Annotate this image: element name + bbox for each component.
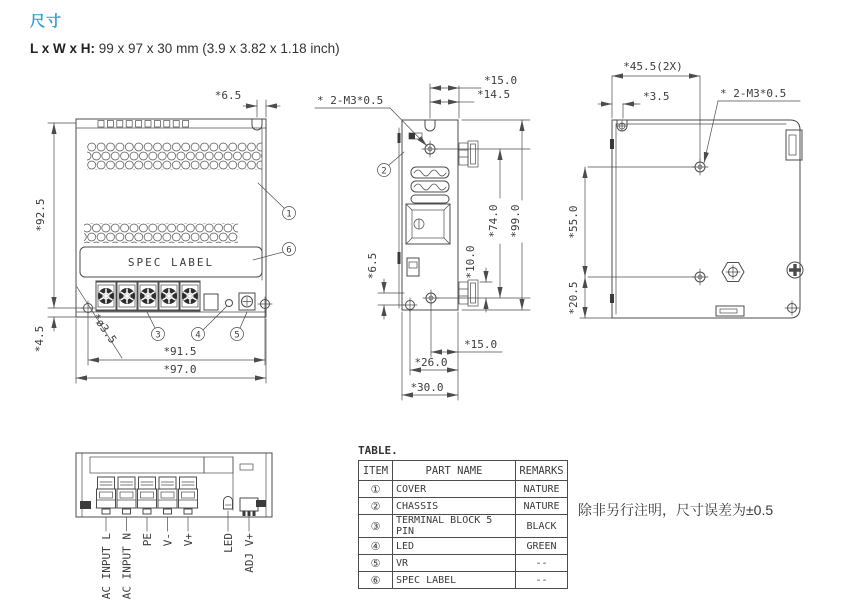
item-number: ①: [359, 481, 393, 498]
callout-cover: [258, 183, 296, 220]
rear-screw-bottom: [692, 269, 708, 285]
dim-height-side-label: *99.0: [509, 204, 522, 238]
dim-width-label: *97.0: [163, 363, 197, 376]
hex-boss-screw: [722, 263, 744, 282]
dim-bottom3-label: *30.0: [410, 381, 444, 394]
screw-spec-label-rear: * 2-M3*0.5: [720, 87, 787, 100]
spec-label-text: SPEC LABEL: [127, 256, 215, 269]
cover-top-slots: [98, 121, 189, 128]
mounting-hole-right: [258, 297, 272, 311]
dim-height-label: *92.5: [34, 198, 47, 232]
dim-rear-screw-pitch-label: *55.0: [567, 205, 580, 239]
side-component: [407, 258, 419, 276]
phillips-screw: [787, 262, 803, 278]
side-view: [315, 74, 530, 400]
dimension-summary-value: 99 x 97 x 30 mm (3.9 x 3.82 x 1.18 inch): [95, 41, 340, 56]
page-title: 尺寸: [30, 13, 63, 30]
chassis-notch: [425, 120, 435, 131]
dim-top-offset-label: *6.5: [214, 89, 242, 102]
led-bottom: [224, 497, 233, 510]
svg-text:2: 2: [381, 166, 387, 177]
part-name: LED: [393, 538, 516, 555]
dim-rear-top1-label: *45.5(2X): [623, 60, 683, 73]
part-remarks: GREEN: [516, 538, 568, 555]
dim-side-label: *6.5: [366, 252, 379, 280]
callout-vr: [231, 312, 248, 341]
terminal-label-v-minus: V-: [161, 533, 175, 547]
terminal-label-adj: ADJ V+: [243, 533, 256, 573]
front-view: [33, 89, 296, 383]
table-row: [359, 555, 568, 572]
vent-holes-top: [87, 143, 262, 171]
fuse-window: [204, 294, 218, 310]
led-indicator: [226, 300, 233, 307]
vent-holes-bottom: [84, 223, 238, 243]
dim-hole-pitch-label: *91.5: [163, 345, 197, 358]
dimension-summary-label: L x W x H:: [30, 41, 96, 56]
adj-connector: [240, 498, 258, 516]
transformer: [406, 204, 450, 244]
terminal-block-side-bottom: [459, 280, 478, 306]
dim-hole-label: *ø3.5: [89, 311, 120, 346]
col-header-item: ITEM: [359, 461, 393, 481]
rear-view: [567, 60, 803, 318]
terminal-label-ac-l: AC INPUT L: [100, 533, 113, 600]
svg-text:5: 5: [234, 330, 240, 341]
terminal-block-side-top: [459, 141, 478, 167]
table-row: [359, 515, 568, 538]
part-name: COVER: [393, 481, 516, 498]
dim-foot-label: *4.5: [33, 325, 46, 353]
col-header-remarks: REMARKS: [516, 461, 568, 481]
terminal-label-pe: PE: [141, 533, 154, 547]
part-name: TERMINAL BLOCK 5 PIN: [393, 515, 516, 538]
dim-top2-label: *14.5: [477, 88, 511, 101]
svg-text:1: 1: [286, 209, 292, 220]
vr-potentiometer: [239, 293, 255, 310]
item-number: ②: [359, 498, 393, 515]
callout-spec-label: [253, 243, 296, 261]
table-caption: TABLE.: [358, 444, 398, 457]
part-remarks: NATURE: [516, 498, 568, 515]
terminal-label-led: LED: [222, 533, 235, 553]
small-hole: [785, 301, 799, 315]
table-row: [359, 572, 568, 589]
vent-slots-side: [411, 167, 449, 203]
table-row: [359, 498, 568, 515]
item-number: ⑥: [359, 572, 393, 589]
callout-terminal-block: [147, 312, 165, 341]
screw-spec-label-side: * 2-M3*0.5: [317, 94, 384, 107]
dim-rear-bottom-offset-label: *20.5: [567, 281, 580, 315]
part-remarks: BLACK: [516, 515, 568, 538]
col-header-part-name: PART NAME: [393, 461, 516, 481]
dim-top1-label: *15.0: [484, 74, 518, 87]
tolerance-note: 除非另行注明，尺寸误差为±0.5: [578, 502, 774, 518]
terminal-label-v-plus: V+: [182, 533, 195, 547]
part-remarks: --: [516, 555, 568, 572]
part-name: CHASSIS: [393, 498, 516, 515]
part-remarks: NATURE: [516, 481, 568, 498]
dim-screw-offset-label: *10.0: [464, 245, 477, 279]
svg-text:4: 4: [195, 330, 201, 341]
parts-table: [358, 460, 568, 589]
part-name: VR: [393, 555, 516, 572]
part-name: SPEC LABEL: [393, 572, 516, 589]
item-number: ⑤: [359, 555, 393, 572]
part-remarks: --: [516, 572, 568, 589]
dim-rear-top2-label: *3.5: [643, 90, 670, 103]
item-number: ③: [359, 515, 393, 538]
bottom-view: [76, 453, 272, 599]
callout-chassis: [378, 152, 405, 177]
svg-text:6: 6: [286, 245, 292, 256]
dim-bottom2-label: *26.0: [414, 356, 448, 369]
table-row: [359, 538, 568, 555]
terminal-label-ac-n: AC INPUT N: [120, 533, 134, 600]
bottom-slot: [716, 306, 744, 316]
terminal-block: [96, 281, 200, 311]
table-row: [359, 481, 568, 498]
svg-text:3: 3: [155, 330, 161, 341]
dim-screw-pitch-label: *74.0: [487, 204, 500, 238]
rear-screw-top: [692, 159, 708, 175]
dim-bottom1-label: *15.0: [464, 338, 498, 351]
item-number: ④: [359, 538, 393, 555]
